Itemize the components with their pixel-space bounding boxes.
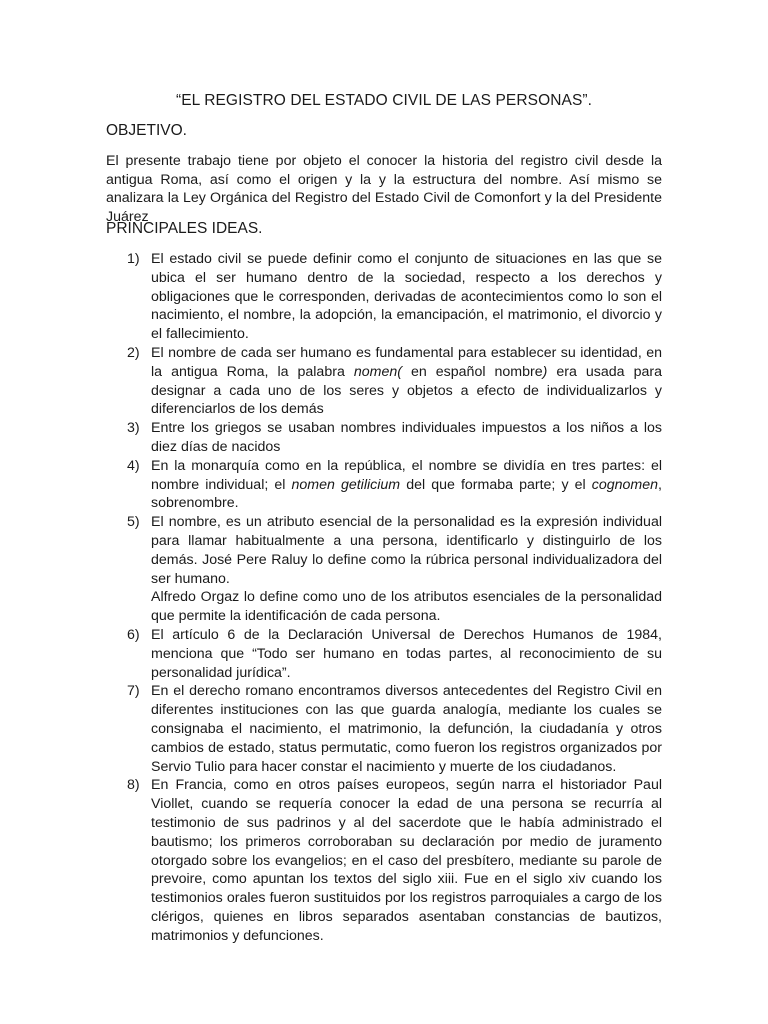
list-item-number: 2) [127,344,140,361]
list-item-number: 3) [127,420,140,437]
italic-term: cognomen [591,476,659,493]
list-item [106,419,662,457]
list-item-text: En el derecho romano encontramos diversos antecedentes del Registro Civil en diferentes instituciones con las que guarda analogía, mediante los cuales se consignaba el nacimiento, el matrimonio, la defunción, la ciudadanía y otros cambios de estado, status permutatic, como fueron los registros organizados por Servio Tulio para hacer constar el nacimiento y muerte de los ciudadanos. [151,683,662,775]
list-item-text: Entre los griegos se usaban nombres individuales impuestos a los niños a los diez días de nacidos [151,420,662,455]
text-run: En la monarquía como en la república, el nombre se dividía en tres partes: el nombre individual; el [151,457,662,493]
list-item-text: En Francia, como en otros países europeos, según narra el historiador Paul Viollet, cuando se requería conocer la edad de una persona se recurría al testimonio de sus padrinos y al del sacerdote que le había administrado el bautismo; los primeros corroboraban su declaración por medio de juramento otorgado sobre los evangelios; en el caso del presbítero, mediante su parole de prevoire, como apuntan los textos del siglo xiii. Fue en el siglo xiv cuando los testimonios orales fueron sustituidos por los registros parroquiales a cargo de los clérigos, quienes en libros separados asentaban constancias de bautizos, matrimonios y defunciones. [151,777,662,944]
list-item [106,344,662,419]
italic-term: ) [542,363,548,380]
list-item [106,626,662,682]
text-run: del que formaba parte; y el [400,476,592,493]
list-item [106,682,662,776]
list-item-text: El artículo 6 de la Declaración Universal de Derechos Humanos de 1984, menciona que “Todo ser humano en todas partes, al reconocimiento de su personalidad jurídica”. [151,626,662,681]
list-item-text: El estado civil se puede definir como el conjunto de situaciones en las que se ubica el ser humano dentro de la sociedad, respecto a los derechos y obligaciones que le corresponden, derivadas de acontecimientos como lo son el nacimiento, el nombre, la adopción, la emancipación, el matrimonio, el divorcio y el fallecimiento. [151,251,662,343]
list-item-number: 1) [127,251,140,267]
italic-term: nomen getilicium [291,476,401,493]
list-item [106,250,662,344]
document-title: “EL REGISTRO DEL ESTADO CIVIL DE LAS PERSONAS”. [175,92,593,109]
list-item-text [151,344,662,419]
list-item-text [151,457,662,513]
list-item-number: 6) [127,626,140,643]
ideas-heading: PRINCIPALES IDEAS. [106,220,263,237]
list-item-text: El nombre, es un atributo esencial de la personalidad es la expresión individual para llamar habitualmente a una persona, identificarlo y distinguirlo de los demás. José Pere Raluy lo define como la rúbrica personal individualizadora del ser humano. [151,514,662,587]
text-run: era usada para designar a cada uno de los seres y objetos a efecto de individualizarlos y diferenciarlos de los demás [151,363,662,418]
list-item-number: 5) [127,514,140,531]
list-item [106,457,662,513]
text-run: en español nombre [401,363,543,380]
list-item-number: 7) [127,683,140,700]
list-item [106,513,662,626]
italic-term: nomen( [353,363,402,380]
objective-heading: OBJETIVO. [106,122,187,139]
list-item-number: 4) [127,457,140,474]
list-item-number: 8) [127,777,140,794]
ideas-list [106,250,662,945]
text-run: , sobrenombre. [151,476,662,512]
objective-paragraph: El presente trabajo tiene por objeto el conocer la historia del registro civil desde la antigua Roma, así como el origen y la y la estructura del nombre. Así mismo se analizara la Ley Orgánica del Registro del Estado Civil de Comonfort y la del Presidente Juárez [106,153,662,225]
list-item-extra-text: Alfredo Orgaz lo define como uno de los atributos esenciales de la personalidad que permite la identificación de cada persona. [151,589,662,625]
text-run: El nombre de cada ser humano es fundamental para establecer su identidad, en la antigua Roma, la palabra [151,344,662,380]
list-item [106,776,662,945]
